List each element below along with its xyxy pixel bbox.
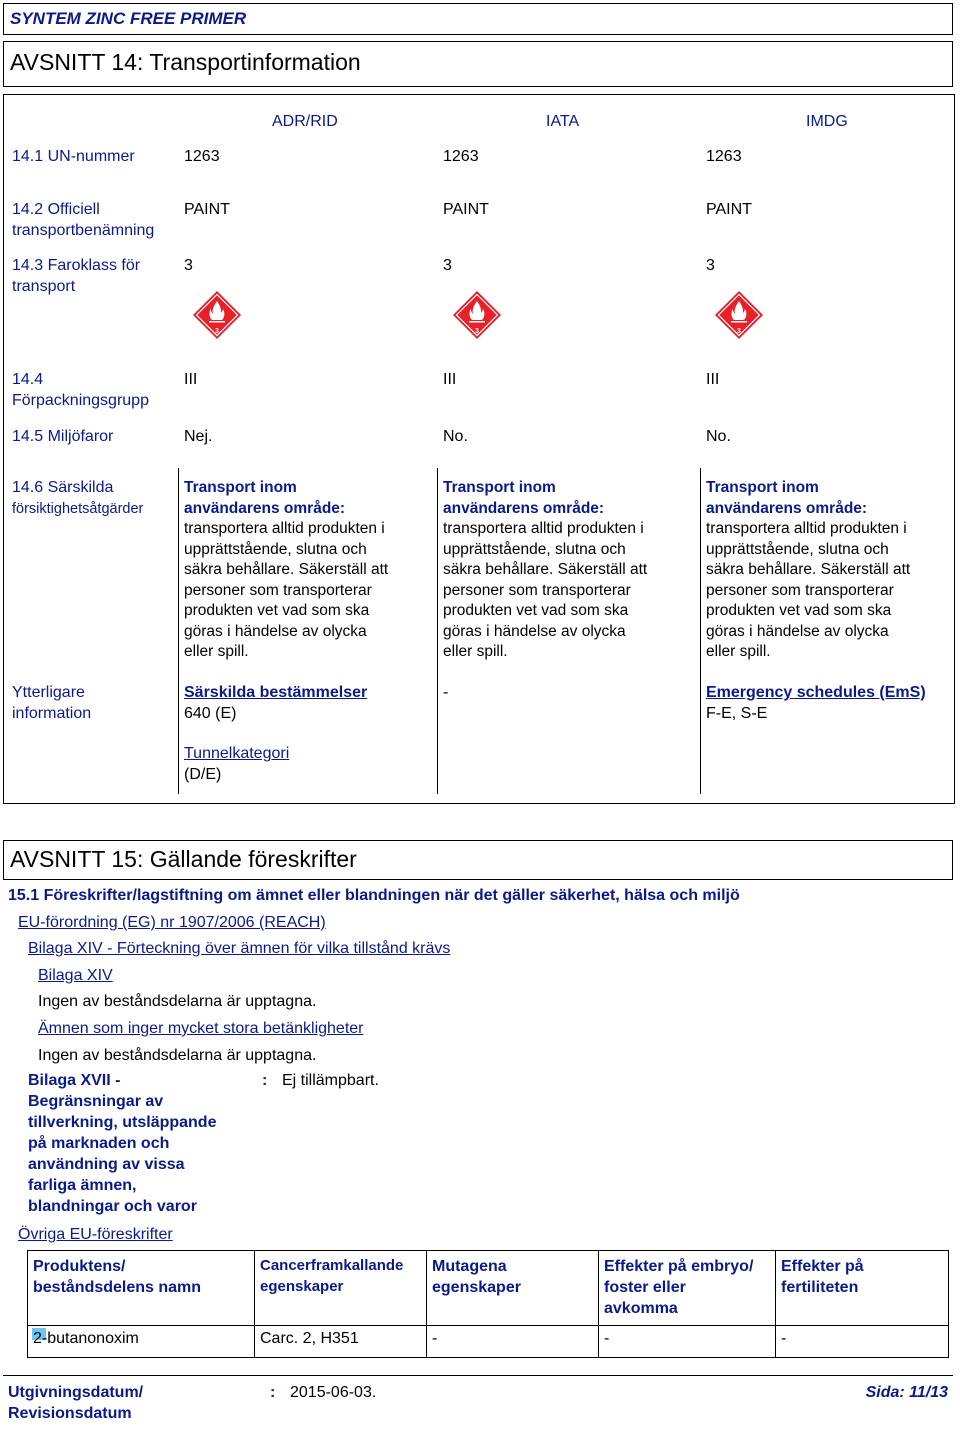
- eu-col-embryo: [604, 1256, 753, 1319]
- annex14-heading: Bilaga XIV - Förteckning över ämnen för vilka tillstånd krävs: [28, 940, 451, 957]
- col-iata: IATA: [546, 113, 580, 130]
- class-label-line: 14.3 Faroklass för: [12, 257, 141, 274]
- special-heading: användarens område:: [443, 499, 605, 517]
- flammable-placard-icon: [192, 290, 242, 340]
- name-label-line: transportbenämning: [12, 222, 155, 239]
- special-text-line: säkra behållare. Säkerställ att: [706, 561, 911, 578]
- section-15-title-box: [3, 840, 953, 880]
- eu-col-fertility: [781, 1256, 864, 1298]
- special-text-line: göras i händelse av olycka: [184, 622, 367, 640]
- col-adr: ADR/RID: [272, 113, 338, 130]
- footer-date: 2015-06-03.: [290, 1384, 377, 1401]
- annex17-label-line: blandningar och varor: [28, 1198, 197, 1215]
- pack-iata: III: [443, 371, 457, 388]
- svhc-heading: Ämnen som inger mycket stora betänkligheter: [38, 1020, 364, 1037]
- special-text-line: göras i händelse av olycka: [443, 622, 626, 640]
- eu-cell-embryo: -: [604, 1330, 610, 1347]
- special-text-line: säkra behållare. Säkerställ att: [443, 561, 648, 578]
- special-text-line: transportera alltid produkten i: [184, 520, 385, 537]
- section-15-title: AVSNITT 15: Gällande föreskrifter: [10, 846, 357, 872]
- special-text-line: säkra behållare. Säkerställ att: [184, 561, 389, 578]
- un-imdg: 1263: [706, 148, 742, 165]
- name-imdg: PAINT: [706, 201, 752, 218]
- col-imdg: IMDG: [806, 113, 848, 130]
- special-label: [12, 478, 143, 519]
- eu-cell-carcinogenic: Carc. 2, H351: [260, 1330, 359, 1347]
- special-text-line: eller spill.: [184, 643, 249, 660]
- footer-label-line: Revisionsdatum: [8, 1405, 132, 1422]
- header-line: avkomma: [604, 1300, 678, 1317]
- extra-iata: -: [443, 684, 449, 701]
- divider: [426, 1250, 427, 1357]
- section-14-title-box: [3, 41, 953, 87]
- header-line: egenskaper: [432, 1279, 521, 1296]
- special-text-line: eller spill.: [706, 643, 771, 660]
- class-label-line: transport: [12, 278, 76, 295]
- adr-tunnel-value: (D/E): [184, 766, 222, 783]
- un-iata: 1263: [443, 148, 479, 165]
- annex17-label-line: användning av vissa: [28, 1156, 185, 1173]
- divider: [775, 1250, 776, 1357]
- extra-label: [12, 682, 91, 724]
- annex17-label-line: tillverkning, utsläppande: [28, 1114, 217, 1131]
- section-14-title: AVSNITT 14: Transportinformation: [10, 49, 361, 75]
- divider: [437, 468, 438, 794]
- eu-col-carcinogenic: [260, 1256, 403, 1297]
- svhc-value: Ingen av beståndsdelarna är upptagna.: [38, 1047, 317, 1064]
- special-text-line: eller spill.: [443, 643, 508, 660]
- header-line: Mutagena: [432, 1258, 507, 1275]
- page-number: Sida: 11/13: [865, 1384, 948, 1401]
- special-text-line: personer som transporterar: [184, 581, 372, 599]
- class-adr: 3: [184, 257, 193, 274]
- section-15-subtitle: 15.1 Föreskrifter/lagstiftning om ämnet eller blandningen när det gäller säkerhet, hälsa och miljö: [8, 887, 740, 904]
- special-heading: Transport inom: [443, 479, 556, 496]
- env-iata: No.: [443, 428, 468, 445]
- pack-imdg: III: [706, 371, 720, 388]
- pack-label-line: Förpackningsgrupp: [12, 392, 149, 409]
- footer-colon: :: [270, 1384, 276, 1401]
- extra-label-line: information: [12, 705, 92, 722]
- footer-label: [8, 1382, 143, 1424]
- header-line: Effekter på: [781, 1258, 864, 1275]
- adr-special-value: 640 (E): [184, 705, 237, 722]
- imdg-value: F-E, S-E: [706, 705, 768, 722]
- product-header: [3, 3, 953, 35]
- special-text-line: produkten vet vad som ska: [706, 602, 892, 619]
- footer-label-line: Utgivningsdatum/: [8, 1384, 144, 1401]
- annex14-link: Bilaga XIV: [38, 967, 113, 984]
- special-text-line: göras i händelse av olycka: [706, 622, 889, 640]
- eu-col-name: [33, 1256, 201, 1298]
- special-adr: [184, 478, 388, 663]
- annex17-label: [28, 1070, 216, 1217]
- special-label-line: 14.6 Särskilda: [12, 479, 114, 496]
- placard-number: 3: [737, 328, 741, 335]
- divider: [598, 1250, 599, 1357]
- special-text-line: upprättstående, slutna och: [184, 540, 367, 558]
- annex14-value: Ingen av beståndsdelarna är upptagna.: [38, 993, 317, 1010]
- special-heading: användarens område:: [184, 499, 346, 517]
- special-text-line: personer som transporterar: [443, 581, 631, 599]
- extra-imdg: [706, 682, 926, 724]
- special-text-line: upprättstående, slutna och: [443, 540, 626, 558]
- placard-number: 3: [475, 328, 479, 335]
- divider: [254, 1250, 255, 1357]
- class-label: [12, 255, 140, 297]
- annex17-label-line: Bilaga XVII -: [28, 1072, 121, 1089]
- annex17-label-line: farliga ämnen,: [28, 1177, 137, 1194]
- name-iata: PAINT: [443, 201, 489, 218]
- reach-heading: EU-förordning (EG) nr 1907/2006 (REACH): [18, 914, 326, 931]
- adr-special-heading: Särskilda bestämmelser: [184, 684, 368, 701]
- header-line: fertiliteten: [781, 1279, 859, 1296]
- eu-cell-name: 2-butanonoxim: [33, 1330, 139, 1347]
- product-name: SYNTEM ZINC FREE PRIMER: [10, 9, 247, 28]
- special-heading: Transport inom: [706, 479, 819, 496]
- env-imdg: No.: [706, 428, 731, 445]
- eu-cell-mutagenic: -: [432, 1330, 438, 1347]
- header-line: egenskaper: [260, 1277, 344, 1295]
- divider: [178, 468, 179, 794]
- env-adr: Nej.: [184, 428, 213, 445]
- special-text-line: transportera alltid produkten i: [443, 520, 644, 537]
- eu-table-row-divider: [27, 1325, 948, 1326]
- divider: [700, 468, 701, 794]
- annex17-label-line: Begränsningar av: [28, 1093, 164, 1110]
- special-heading: Transport inom: [184, 479, 297, 496]
- special-text-line: upprättstående, slutna och: [706, 540, 889, 558]
- header-line: foster eller: [604, 1279, 686, 1296]
- eu-col-mutagenic: [432, 1256, 521, 1298]
- class-imdg: 3: [706, 257, 715, 274]
- header-line: Effekter på embryo/: [604, 1258, 754, 1275]
- un-adr: 1263: [184, 148, 220, 165]
- annex17-value: Ej tillämpbart.: [282, 1072, 379, 1089]
- special-text-line: personer som transporterar: [706, 581, 894, 599]
- annex17-colon: :: [262, 1072, 268, 1089]
- un-label: 14.1 UN-nummer: [12, 148, 135, 165]
- annex17-label-line: på marknaden och: [28, 1135, 170, 1152]
- special-text-line: produkten vet vad som ska: [443, 602, 629, 619]
- header-line: beståndsdelens namn: [33, 1279, 202, 1296]
- name-label-line: 14.2 Officiell: [12, 201, 100, 218]
- placard-number: 3: [215, 328, 219, 335]
- class-iata: 3: [443, 257, 452, 274]
- special-text-line: produkten vet vad som ska: [184, 602, 370, 619]
- extra-label-line: Ytterligare: [12, 684, 85, 701]
- special-imdg: [706, 478, 910, 663]
- header-line: Produktens/: [33, 1258, 126, 1275]
- extra-adr: [184, 682, 367, 785]
- pack-label: [12, 369, 149, 411]
- pack-label-line: 14.4: [12, 371, 44, 388]
- pack-adr: III: [184, 371, 198, 388]
- footer-rule: [3, 1375, 953, 1376]
- env-label: 14.5 Miljöfaror: [12, 428, 114, 445]
- special-heading: användarens område:: [706, 499, 868, 517]
- header-line: Cancerframkallande: [260, 1257, 404, 1274]
- adr-tunnel-heading: Tunnelkategori: [184, 745, 290, 762]
- other-eu-heading: Övriga EU-föreskrifter: [18, 1226, 173, 1243]
- imdg-heading: Emergency schedules (EmS): [706, 684, 926, 701]
- name-label: [12, 199, 154, 241]
- name-adr: PAINT: [184, 201, 230, 218]
- special-text-line: transportera alltid produkten i: [706, 520, 907, 537]
- special-iata: [443, 478, 647, 663]
- special-label-line: försiktighetsåtgärder: [12, 500, 144, 517]
- flammable-placard-icon: [452, 290, 502, 340]
- eu-cell-fertility: -: [781, 1330, 787, 1347]
- flammable-placard-icon: [714, 290, 764, 340]
